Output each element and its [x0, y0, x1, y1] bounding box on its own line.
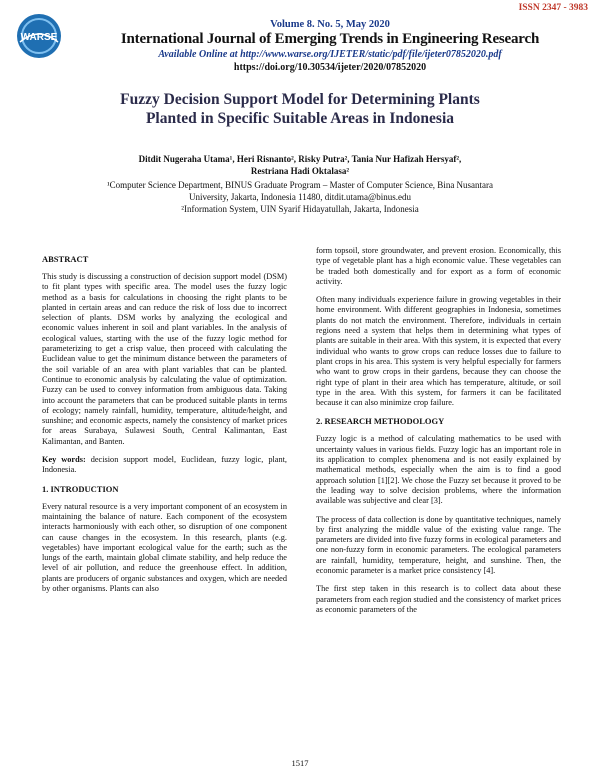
right-column [316, 246, 561, 623]
introduction-heading: 1. INTRODUCTION [42, 483, 119, 494]
introduction-text: Every natural resource is a very important component of an ecosystem in maintaining the balance of nature. Each component of the ecosystem interacts harmoniously with each other, so disruption of one component can cause changes in the ecosystem. In this research, plants (e.g. vegetables) have important ecological value for the earth; such as the lungs of the earth, maintain global climate stability, and help reduce the level of air pollution, and reduce the greenhouse effect. In addition, plants are producers of organic substances and oxygen, which are needed by other organisms. Plants can also [42, 501, 287, 594]
affiliation-line-3: ²Information System, UIN Syarif Hidayatullah, Jakarta, Indonesia [181, 204, 419, 214]
keywords-label: Key words: [42, 455, 86, 465]
journal-title: International Journal of Emerging Trends in Engineering Research [120, 31, 540, 47]
affiliation-line-2: University, Jakarta, Indonesia 11480, ditdit.utama@binus.edu [188, 192, 412, 202]
author-list [70, 153, 530, 177]
keywords [42, 455, 287, 476]
page-number: 1517 [291, 758, 309, 768]
journal-header [90, 18, 570, 74]
right-paragraph-4: The process of data collection is done by quantitative techniques, namely by first analyzing the middle value of the existing value range. The parameters are divided into five fuzzy forms in ecological parameters and one non-fuzzy form in economic parameters. The ecological parameters are rainfall, humidity, temperature, height, and sunshine. Then, the economic parameter is a market price consistency [4]. [316, 514, 561, 576]
keywords-text: decision support model, Euclidean, fuzzy logic, plant, Indonesia. [42, 455, 288, 475]
abstract-heading: ABSTRACT [42, 254, 89, 264]
right-paragraph-2: Often many individuals experience failure in growing vegetables in their home environment. With different geographies in Indonesia, sometimes plants do not match the environment. Therefore, individuals in certain regions need a system that helps them in determining what types of plants are suitable in their area. With this system, it is expected that every individual who wants to grow crops can reduce losses due to failure to plant crops in his area. This system is very helpful especially for farmers who want to grow crops in their gardens, because they can choose the right type of plant in their area which has temperature, altitude, or soil type in the area. With this system, for farmers it can be facilitated because it can also minimize crop failure. [316, 295, 561, 408]
methodology-heading: 2. RESEARCH METHODOLOGY [316, 416, 445, 427]
title-line-2: Planted in Specific Suitable Areas in Indonesia [145, 110, 455, 127]
available-online-link[interactable]: Available Online at http://www.warse.org/IJETER/static/pdf/file/ijeter07852020.pdf [158, 49, 502, 60]
authors-line-1: Ditdit Nugeraha Utama¹, Heri Risnanto², Risky Putra², Tania Nur Hafizah Hersyaf², [138, 154, 462, 164]
issn-label: ISSN 2347 - 3983 [518, 3, 588, 13]
right-paragraph-1: form topsoil, store groundwater, and prevent erosion. Economically, this type of vegetable plant has a high economic value. These vegetables can be traded both domestically and for export as a form of economic activity. [316, 246, 561, 286]
affiliation-line-1: ¹Computer Science Department, BINUS Graduate Program – Master of Computer Science, Bina Nusantara [106, 180, 494, 190]
right-paragraph-3: Fuzzy logic is a method of calculating mathematics to be used with uncertainty values in various fields. Fuzzy logic has an important role in its application to complex phenomena and is not easily explained by mathematical methods, especially when the aim is to find a good approach solution [1][2]. We chose the Fuzzy set because it proved to be the leading way to solve decision problems, where the information available was subjective and clear [3]. [316, 434, 561, 506]
abstract-text: This study is discussing a construction of decision support model (DSM) to fit plant types with specific area. The model uses the fuzzy logic method as a basis for calculations in choosing the right plants to be planted in certain areas and can reduce the risk of loss due to incorrect selection of plants. DSM works by analyzing the ecological and economic values inherent in soil and plant variables. In the analysis of ecological values, starting with the use of the fuzzy logic method for parameterizing to get a crisp value, then proceed with calculating the Euclidean value to get the minimum distance between the parameters of the soil variable of an area with plant variables that can be planted. Continue to economic analysis by calculating the value of optimization. Fuzzy can be used to convey information from ambiguous data. Taking into account the parameters that can be produced suitable plants in terms of ecology; namely rainfall, humidity, temperature, altitude/height, and sunshine; and economic aspects, namely the consistency of market prices for areas Surabaya, Sulawesi South, Central Kalimantan, East Kalimantan, and Banten. [42, 272, 287, 446]
right-paragraph-5: The first step taken in this research is to collect data about these parameters from each region studied and the consistency of market prices as economic parameters of the [316, 584, 561, 614]
authors-line-2: Restriana Hadi Oktalasa² [250, 166, 350, 176]
logo-text: WARSE [20, 32, 58, 43]
title-line-1: Fuzzy Decision Support Model for Determining Plants [120, 91, 480, 108]
left-column [42, 250, 287, 602]
paper-title [60, 90, 540, 128]
volume-line: Volume 8. No. 5, May 2020 [270, 19, 390, 30]
doi-link[interactable]: https://doi.org/10.30534/ijeter/2020/07852020 [233, 62, 427, 73]
affiliations [70, 179, 530, 215]
warse-logo [14, 12, 64, 60]
